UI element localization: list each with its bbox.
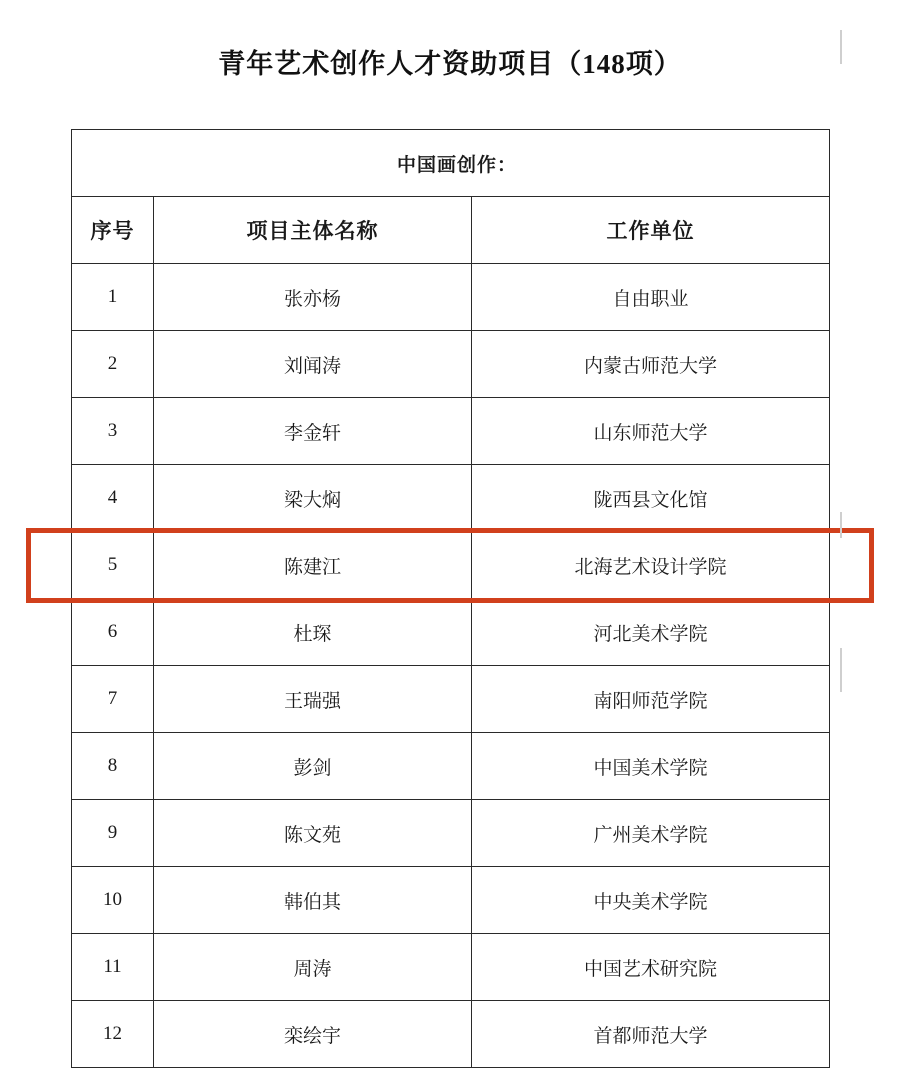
cell-org: 广州美术学院 [472, 800, 830, 867]
cell-name: 张亦杨 [154, 264, 472, 331]
cell-org: 陇西县文化馆 [472, 465, 830, 532]
cell-index: 11 [72, 934, 154, 1001]
cell-index: 3 [72, 398, 154, 465]
table-row [72, 465, 830, 532]
section-label: 中国画创作： [72, 130, 830, 197]
column-header-name: 项目主体名称 [154, 197, 472, 264]
table-row [72, 733, 830, 800]
cell-index: 10 [72, 867, 154, 934]
scan-edge-mark-top [840, 30, 842, 64]
page-title: 青年艺术创作人才资助项目（148项） [218, 49, 682, 79]
cell-org: 河北美术学院 [472, 599, 830, 666]
cell-index: 8 [72, 733, 154, 800]
cell-name: 李金轩 [154, 398, 472, 465]
table-body [72, 130, 830, 1068]
column-header-index: 序号 [72, 197, 154, 264]
table-row [72, 867, 830, 934]
cell-name: 韩伯其 [154, 867, 472, 934]
section-header-row [72, 130, 830, 197]
table-row [72, 331, 830, 398]
cell-index: 7 [72, 666, 154, 733]
cell-org: 山东师范大学 [472, 398, 830, 465]
table-row [72, 1001, 830, 1068]
table-row [72, 264, 830, 331]
column-header-org: 工作单位 [472, 197, 830, 264]
table-row-highlighted [72, 532, 830, 599]
cell-org: 南阳师范学院 [472, 666, 830, 733]
cell-org: 中央美术学院 [472, 867, 830, 934]
cell-org: 首都师范大学 [472, 1001, 830, 1068]
table-row [72, 398, 830, 465]
table-row [72, 599, 830, 666]
cell-org: 内蒙古师范大学 [472, 331, 830, 398]
table-row [72, 666, 830, 733]
cell-index: 1 [72, 264, 154, 331]
cell-name: 王瑞强 [154, 666, 472, 733]
cell-index: 2 [72, 331, 154, 398]
list-table-wrapper [71, 129, 829, 1068]
table-row [72, 934, 830, 1001]
cell-name: 梁大焖 [154, 465, 472, 532]
cell-index: 9 [72, 800, 154, 867]
cell-name: 周涛 [154, 934, 472, 1001]
cell-name: 陈建江 [154, 532, 472, 599]
cell-index: 5 [72, 532, 154, 599]
cell-name: 彭剑 [154, 733, 472, 800]
cell-name: 刘闻涛 [154, 331, 472, 398]
cell-org: 自由职业 [472, 264, 830, 331]
scan-edge-mark-lower [840, 648, 842, 692]
table-row [72, 800, 830, 867]
funding-project-table [71, 129, 830, 1068]
column-header-row [72, 197, 830, 264]
cell-org: 北海艺术设计学院 [472, 532, 830, 599]
cell-name: 杜琛 [154, 599, 472, 666]
cell-index: 12 [72, 1001, 154, 1068]
scan-edge-mark-middle [840, 512, 842, 538]
cell-index: 6 [72, 599, 154, 666]
cell-index: 4 [72, 465, 154, 532]
cell-org: 中国美术学院 [472, 733, 830, 800]
cell-org: 中国艺术研究院 [472, 934, 830, 1001]
cell-name: 陈文苑 [154, 800, 472, 867]
cell-name: 栾绘宇 [154, 1001, 472, 1068]
